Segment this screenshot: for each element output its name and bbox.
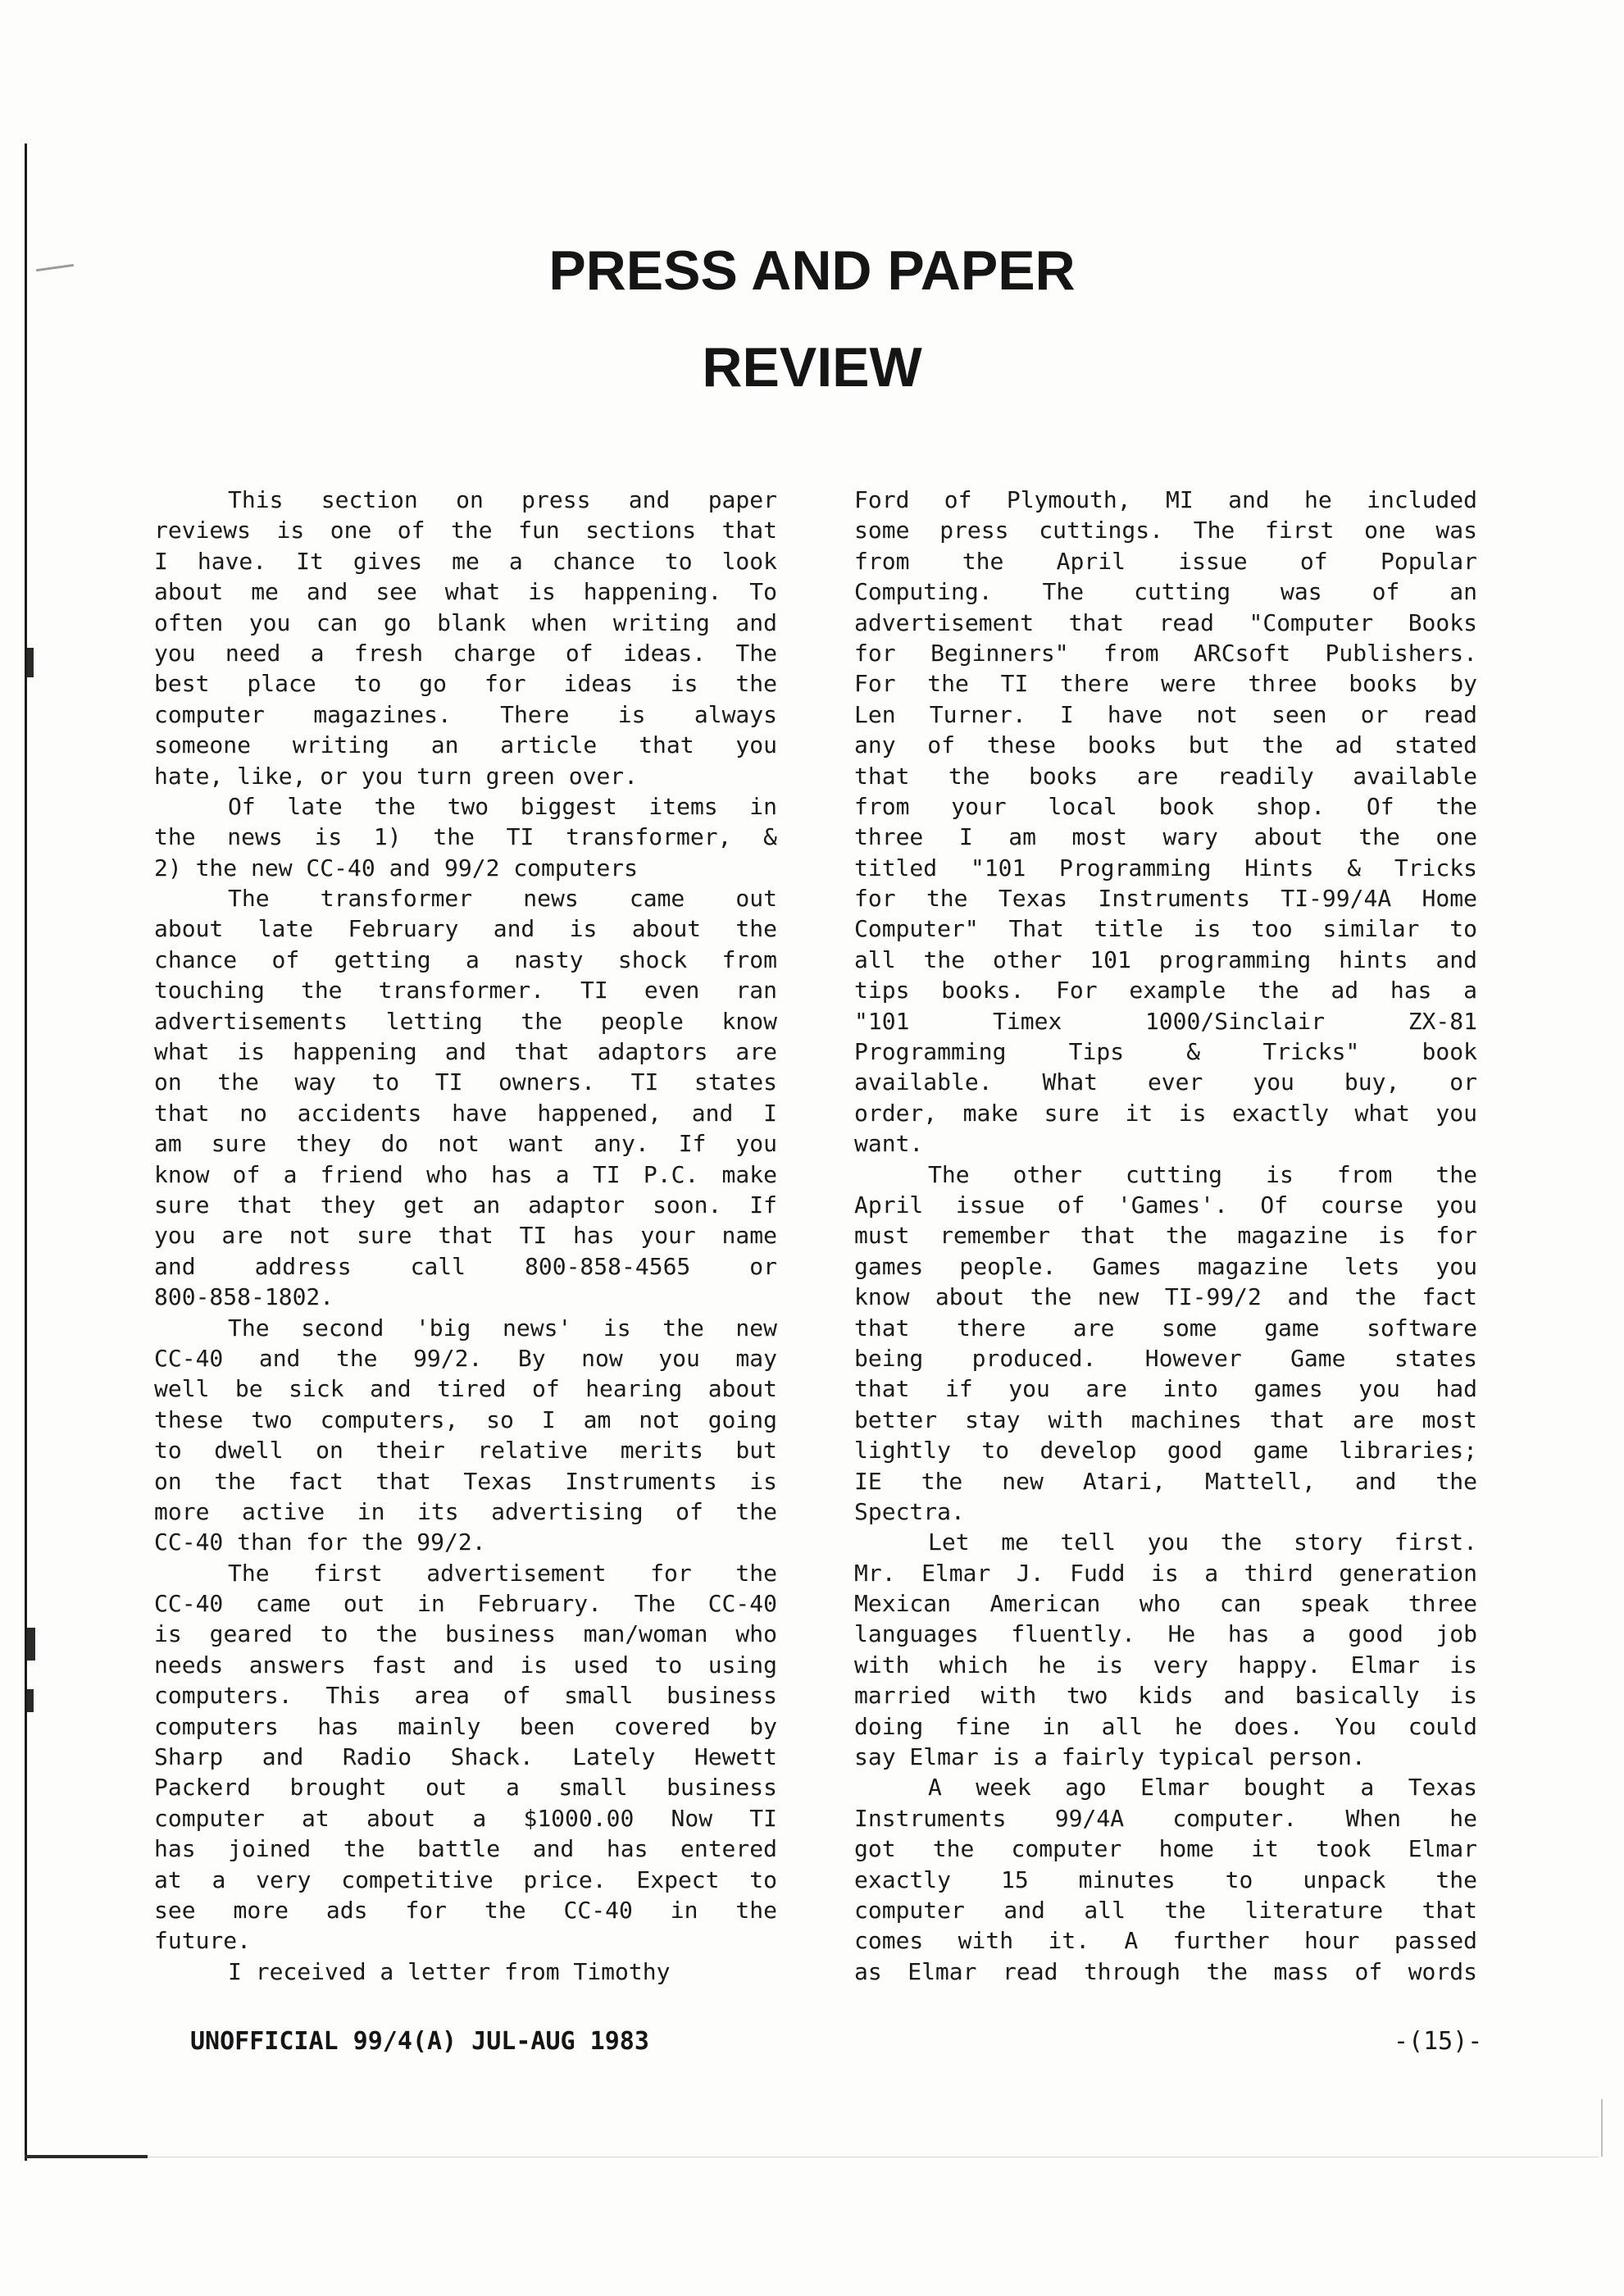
- page-title-line-2: REVIEW: [702, 336, 922, 399]
- text-line: better stay with machines that are most: [854, 1405, 1477, 1433]
- text-line: languages fluently. He has a good job: [854, 1620, 1477, 1648]
- text-line: for Beginners" from ARCsoft Publishers.: [854, 639, 1477, 667]
- text-line: that the books are readily available: [854, 762, 1477, 790]
- text-line: Instruments 99/4A computer. When he: [854, 1804, 1477, 1832]
- text-line: needs answers fast and is used to using: [154, 1651, 777, 1679]
- text-line: exactly 15 minutes to unpack the: [854, 1866, 1477, 1893]
- footer-publication: UNOFFICIAL 99/4(A) JUL-AUG 1983: [190, 2027, 649, 2056]
- text-line: Programming Tips & Tricks" book: [854, 1038, 1477, 1066]
- text-line: CC-40 and the 99/2. By now you may: [154, 1344, 777, 1372]
- text-line: see more ads for the CC-40 in the: [154, 1896, 777, 1924]
- text-line: touching the transformer. TI even ran: [154, 977, 777, 1004]
- text-line: A week ago Elmar bought a Texas: [928, 1774, 1477, 1802]
- text-line: chance of getting a nasty shock from: [154, 945, 777, 973]
- text-line: "101 Timex 1000/Sinclair ZX-81: [854, 1007, 1477, 1035]
- text-line: say Elmar is a fairly typical person.: [854, 1743, 1366, 1771]
- text-line: sure that they get an adaptor soon. If: [154, 1191, 777, 1219]
- text-line: am sure they do not want any. If you: [154, 1130, 777, 1158]
- text-line: all the other 101 programming hints and: [854, 945, 1477, 973]
- text-line: 800-858-1802.: [154, 1283, 334, 1311]
- text-line: reviews is one of the fun sections that: [154, 517, 777, 544]
- text-line: Len Turner. I have not seen or read: [854, 700, 1477, 728]
- text-line: April issue of 'Games'. Of course you: [854, 1191, 1477, 1219]
- text-line: tips books. For example the ad has a: [854, 977, 1477, 1004]
- text-line: to dwell on their relative merits but: [154, 1437, 777, 1465]
- text-line: about me and see what is happening. To: [154, 578, 777, 606]
- text-line: titled "101 Programming Hints & Tricks: [854, 854, 1477, 882]
- text-line: is geared to the business man/woman who: [154, 1620, 777, 1648]
- text-line: know of a friend who has a TI P.C. make: [154, 1160, 777, 1188]
- text-line: Spectra.: [854, 1497, 965, 1525]
- text-line: For the TI there were three books by: [854, 670, 1477, 698]
- scan-bottom-edge: [25, 2155, 148, 2158]
- article-column-right: [854, 485, 1477, 1987]
- text-line: hate, like, or you turn green over.: [154, 762, 639, 790]
- text-line: Packerd brought out a small business: [154, 1774, 777, 1802]
- text-line: computer and all the literature that: [854, 1896, 1477, 1924]
- text-line: more active in its advertising of the: [154, 1497, 777, 1525]
- text-line: well be sick and tired of hearing about: [154, 1375, 777, 1403]
- text-line: Computer" That title is too similar to: [854, 915, 1477, 943]
- scan-left-edge: [25, 144, 27, 2161]
- text-line: Ford of Plymouth, MI and he included: [854, 486, 1477, 513]
- text-line: being produced. However Game states: [854, 1344, 1477, 1372]
- text-line: Mr. Elmar J. Fudd is a third generation: [854, 1559, 1477, 1587]
- text-line: someone writing an article that you: [154, 731, 777, 759]
- text-line: want.: [854, 1130, 924, 1158]
- text-line: you are not sure that TI has your name: [154, 1222, 777, 1250]
- text-line: computers has mainly been covered by: [154, 1712, 777, 1740]
- text-line: got the computer home it took Elmar: [854, 1835, 1477, 1863]
- text-line: The first advertisement for the: [228, 1559, 777, 1587]
- text-line: that there are some game software: [854, 1314, 1477, 1342]
- text-line: some press cuttings. The first one was: [854, 517, 1477, 544]
- text-line: Sharp and Radio Shack. Lately Hewett: [154, 1743, 777, 1771]
- text-line: advertisements letting the people know: [154, 1007, 777, 1035]
- text-line: three I am most wary about the one: [854, 823, 1477, 851]
- text-line: computer magazines. There is always: [154, 700, 777, 728]
- text-line: The transformer news came out: [228, 885, 777, 913]
- text-line: Of late the two biggest items in: [228, 792, 777, 820]
- text-line: I received a letter from Timothy: [228, 1957, 671, 1985]
- text-line: with which he is very happy. Elmar is: [854, 1651, 1477, 1679]
- text-line: IE the new Atari, Mattell, and the: [854, 1467, 1477, 1495]
- page-title: PRESS AND PAPER: [548, 239, 1076, 302]
- text-line: This section on press and paper: [228, 486, 777, 513]
- text-line: available. What ever you buy, or: [854, 1068, 1477, 1096]
- article-column-left: [154, 485, 777, 1987]
- text-line: often you can go blank when writing and: [154, 608, 777, 636]
- text-line: on the way to TI owners. TI states: [154, 1068, 777, 1096]
- text-line: as Elmar read through the mass of words: [854, 1957, 1477, 1985]
- text-line: from the April issue of Popular: [854, 547, 1477, 575]
- text-line: advertisement that read "Computer Books: [854, 608, 1477, 636]
- text-line: comes with it. A further hour passed: [854, 1927, 1477, 1955]
- text-line: on the fact that Texas Instruments is: [154, 1467, 777, 1495]
- text-line: know about the new TI-99/2 and the fact: [854, 1283, 1477, 1311]
- text-line: future.: [154, 1927, 252, 1955]
- text-line: what is happening and that adaptors are: [154, 1038, 777, 1066]
- text-line: lightly to develop good game libraries;: [854, 1437, 1477, 1465]
- text-line: the news is 1) the TI transformer, &: [154, 823, 777, 851]
- text-line: order, make sure it is exactly what you: [854, 1099, 1477, 1127]
- text-line: best place to go for ideas is the: [154, 670, 777, 698]
- text-line: games people. Games magazine lets you: [854, 1252, 1477, 1280]
- text-line: that if you are into games you had: [854, 1375, 1477, 1403]
- text-line: and address call 800-858-4565 or: [154, 1252, 777, 1280]
- text-line: CC-40 came out in February. The CC-40: [154, 1590, 777, 1618]
- text-line: about late February and is about the: [154, 915, 777, 943]
- text-line: 2) the new CC-40 and 99/2 computers: [154, 854, 639, 882]
- text-line: must remember that the magazine is for: [854, 1222, 1477, 1250]
- text-line: doing fine in all he does. You could: [854, 1712, 1477, 1740]
- text-line: CC-40 than for the 99/2.: [154, 1528, 486, 1556]
- text-line: The second 'big news' is the new: [228, 1314, 777, 1342]
- text-line: Computing. The cutting was of an: [854, 578, 1477, 606]
- text-line: I have. It gives me a chance to look: [154, 547, 777, 575]
- text-line: for the Texas Instruments TI-99/4A Home: [854, 885, 1477, 913]
- scan-mark: [27, 1628, 35, 1660]
- text-line: these two computers, so I am not going: [154, 1405, 777, 1433]
- text-line: married with two kids and basically is: [854, 1682, 1477, 1710]
- scan-mark: [27, 1689, 34, 1712]
- text-line: at a very competitive price. Expect to: [154, 1866, 777, 1893]
- scan-right-mark: [1601, 2099, 1603, 2157]
- text-line: computers. This area of small business: [154, 1682, 777, 1710]
- text-line: you need a fresh charge of ideas. The: [154, 639, 777, 667]
- text-line: from your local book shop. Of the: [854, 792, 1477, 820]
- scan-mark: [27, 648, 34, 677]
- text-line: Mexican American who can speak three: [854, 1590, 1477, 1618]
- footer-page-number: -(15)-: [1394, 2027, 1483, 2056]
- text-line: any of these books but the ad stated: [854, 731, 1477, 759]
- text-line: that no accidents have happened, and I: [154, 1099, 777, 1127]
- text-line: Let me tell you the story first.: [928, 1528, 1477, 1556]
- text-line: The other cutting is from the: [928, 1160, 1477, 1188]
- text-line: has joined the battle and has entered: [154, 1835, 777, 1863]
- text-line: computer at about a $1000.00 Now TI: [154, 1804, 777, 1832]
